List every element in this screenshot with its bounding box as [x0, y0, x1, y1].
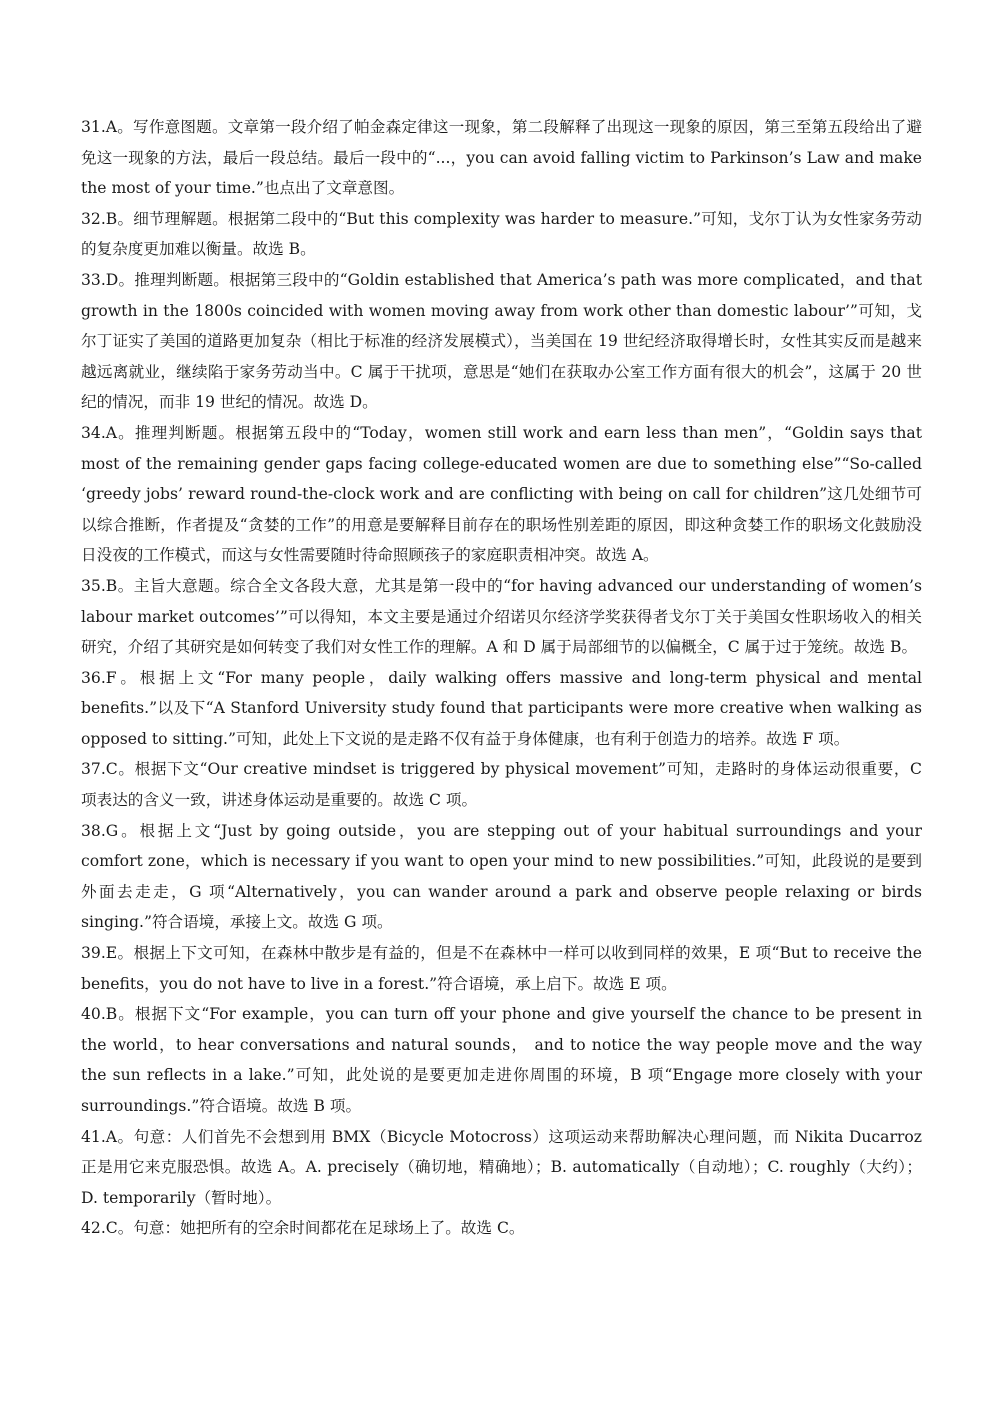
answer-34: 34.A。推理判断题。根据第五段中的“Today，women still work and earn less than men”，“Goldin says that most of the remaining gender gaps facing college-educated women are due to something else”“So-called ‘greedy jobs’ reward round-the-clock work and are conflicting with being on call for children”这几处细节可以综合推断，作者提及“贪婪的工作”的用意是要解释目前存在的职场性别差距的原因，即这种贪婪工作的职场文化鼓励没日没夜的工作模式，而这与女性需要随时待命照顾孩子的家庭职责相冲突。故选 A。 [81, 423, 927, 565]
answer-42: 42.C。句意：她把所有的空余时间都花在足球场上了。故选 C。 [81, 1219, 525, 1238]
answer-37: 37.C。根据下文“Our creative mindset is triggered by physical movement”可知，走路时的身体运动很重要，C 项表达的含义一致，讲述身体运动是重要的。故选 C 项。 [81, 760, 927, 810]
answer-33: 33.D。推理判断题。根据第三段中的“Goldin established that America’s path was more complicated，and that growth in the 1800s coincided with women moving away from work other than domestic labour’”可知，戈尔丁证实了美国的道路更加复杂（相比于标准的经济发展模式），当美国在 19 世纪经济取得增长时，女性其实反而是越来越远离就业，继续陷于家务劳动当中。C 属于干扰项，意思是“她们在获取办公室工作方面有很大的机会”，这属于 20 世纪的情况，而非 19 世纪的情况。故选 D。 [81, 270, 927, 412]
answer-35: 35.B。主旨大意题。综合全文各段大意，尤其是第一段中的“for having advanced our understanding of women’s labour market outcomes’”可以得知，本文主要是通过介绍诺贝尔经济学奖获得者戈尔丁关于美国女性职场收入的相关研究，介绍了其研究是如何转变了我们对女性工作的理解。A 和 D 属于局部细节的以偏概全，C 属于过于笼统。故选 B。 [81, 576, 927, 657]
answer-41: 41.A。句意：人们首先不会想到用 BMX（Bicycle Motocross）这项运动来帮助解决心理问题，而 Nikita Ducarroz 正是用它来克服恐惧。故选 A。A. precisely（确切地，精确地）；B. automatically（自动地）；C. roughly（大约）；D. temporarily（暂时地）。 [81, 1127, 927, 1207]
answer-32: 32.B。细节理解题。根据第二段中的“But this complexity was harder to measure.”可知，戈尔丁认为女性家务劳动的复杂度更加难以衡量。故选 B。 [81, 209, 922, 259]
answer-40: 40.B。根据下文“For example，you can turn off your phone and give yourself the chance to be present in the world，to hear conversations and natural sounds， and to notice the way people move and the way the sun reflects in a lake.”可知，此处说的是要更加走进你周围的环境，B 项“Engage more closely with your surroundings.”符合语境。故选 B 项。 [81, 1005, 927, 1115]
answer-39: 39.E。根据上下文可知，在森林中散步是有益的，但是不在森林中一样可以收到同样的效果，E 项“But to receive the benefits，you do not have to live in a forest.”符合语境，承上启下。故选 E 项。 [81, 944, 927, 993]
answer-31: 31.A。写作意图题。文章第一段介绍了帕金森定律这一现象，第二段解释了出现这一现象的原因，第三至第五段给出了避免这一现象的方法，最后一段总结。最后一段中的“...，you can avoid falling victim to Parkinson’s Law and make the most of your time.”也点出了文章意图。 [81, 118, 927, 198]
answer-36: 36.F。根据上文“For many people，daily walking offers massive and long-term physical and mental benefits.”以及下“A Stanford University study found that participants were more creative when walking as opposed to sitting.”可知，此处上下文说的是走路不仅有益于身体健康，也有利于创造力的培养。故选 F 项。 [81, 668, 927, 748]
answer-38: 38.G。根据上文“Just by going outside，you are stepping out of your habitual surroundings and your comfort zone，which is necessary if you want to open your mind to new possibilities.”可知，此段说的是要到外面去走走，G 项“Alternatively，you can wander around a park and observe people relaxing or birds singing.”符合语境，承接上文。故选 G 项。 [81, 821, 927, 932]
